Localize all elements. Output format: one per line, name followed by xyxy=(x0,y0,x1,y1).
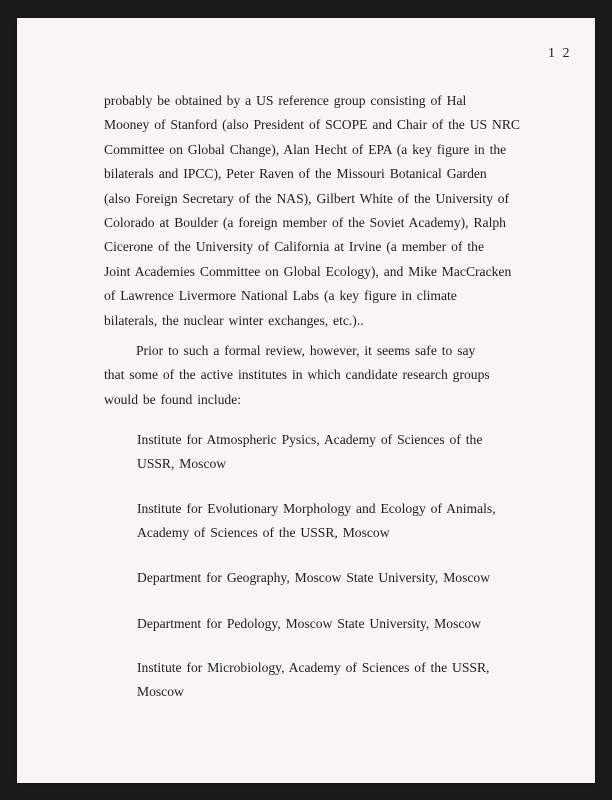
text-line: USSR, Moscow xyxy=(137,456,227,471)
text-line: Institute for Evolutionary Morphology and Ecology of Animals, xyxy=(137,501,496,516)
institute-item-evolutionary-morphology xyxy=(137,497,537,545)
text-line: that some of the active institutes in which candidate research groups xyxy=(104,367,490,383)
text-line: probably be obtained by a US reference group consisting of Hal xyxy=(104,93,467,108)
paragraph-reference-group xyxy=(104,89,524,333)
text-line: Joint Academies Committee on Global Ecology), and Mike MacCracken xyxy=(104,263,512,279)
text-line: Institute for Atmospheric Pysics, Academy of Sciences of the xyxy=(137,432,483,447)
text-line: would be found include: xyxy=(104,391,242,407)
text-line: Cicerone of the University of California at Irvine (a member of the xyxy=(104,239,485,255)
text-line: Institute for Microbiology, Academy of Sciences of the USSR, xyxy=(137,660,490,675)
text-line: Prior to such a formal review, however, it seems safe to say xyxy=(136,343,476,358)
institute-item-atmospheric-physics xyxy=(137,428,537,476)
institute-item-microbiology xyxy=(137,656,537,704)
text-line: Department for Pedology, Moscow State University, Moscow xyxy=(137,616,482,631)
institute-item-pedology xyxy=(137,612,537,636)
text-line: Academy of Sciences of the USSR, Moscow xyxy=(137,525,390,540)
paragraph-active-institutes xyxy=(104,339,524,412)
text-line: Colorado at Boulder (a foreign member of the Soviet Academy), Ralph xyxy=(104,214,506,230)
text-line: Moscow xyxy=(137,684,184,699)
text-line: bilaterals and IPCC), Peter Raven of the Missouri Botanical Garden xyxy=(104,166,487,182)
text-line: Mooney of Stanford (also President of SCOPE and Chair of the US NRC xyxy=(104,117,520,133)
text-line: Department for Geography, Moscow State University, Moscow xyxy=(137,570,491,585)
text-line: of Lawrence Livermore National Labs (a key figure in climate xyxy=(104,288,457,304)
text-line: Committee on Global Change), Alan Hecht of EPA (a key figure in the xyxy=(104,141,507,157)
institute-item-geography xyxy=(137,566,537,590)
text-line: bilaterals, the nuclear winter exchanges, etc.).. xyxy=(104,312,364,328)
text-line: (also Foreign Secretary of the NAS), Gilbert White of the University of xyxy=(104,190,510,206)
page-number: 1 2 xyxy=(548,46,572,61)
